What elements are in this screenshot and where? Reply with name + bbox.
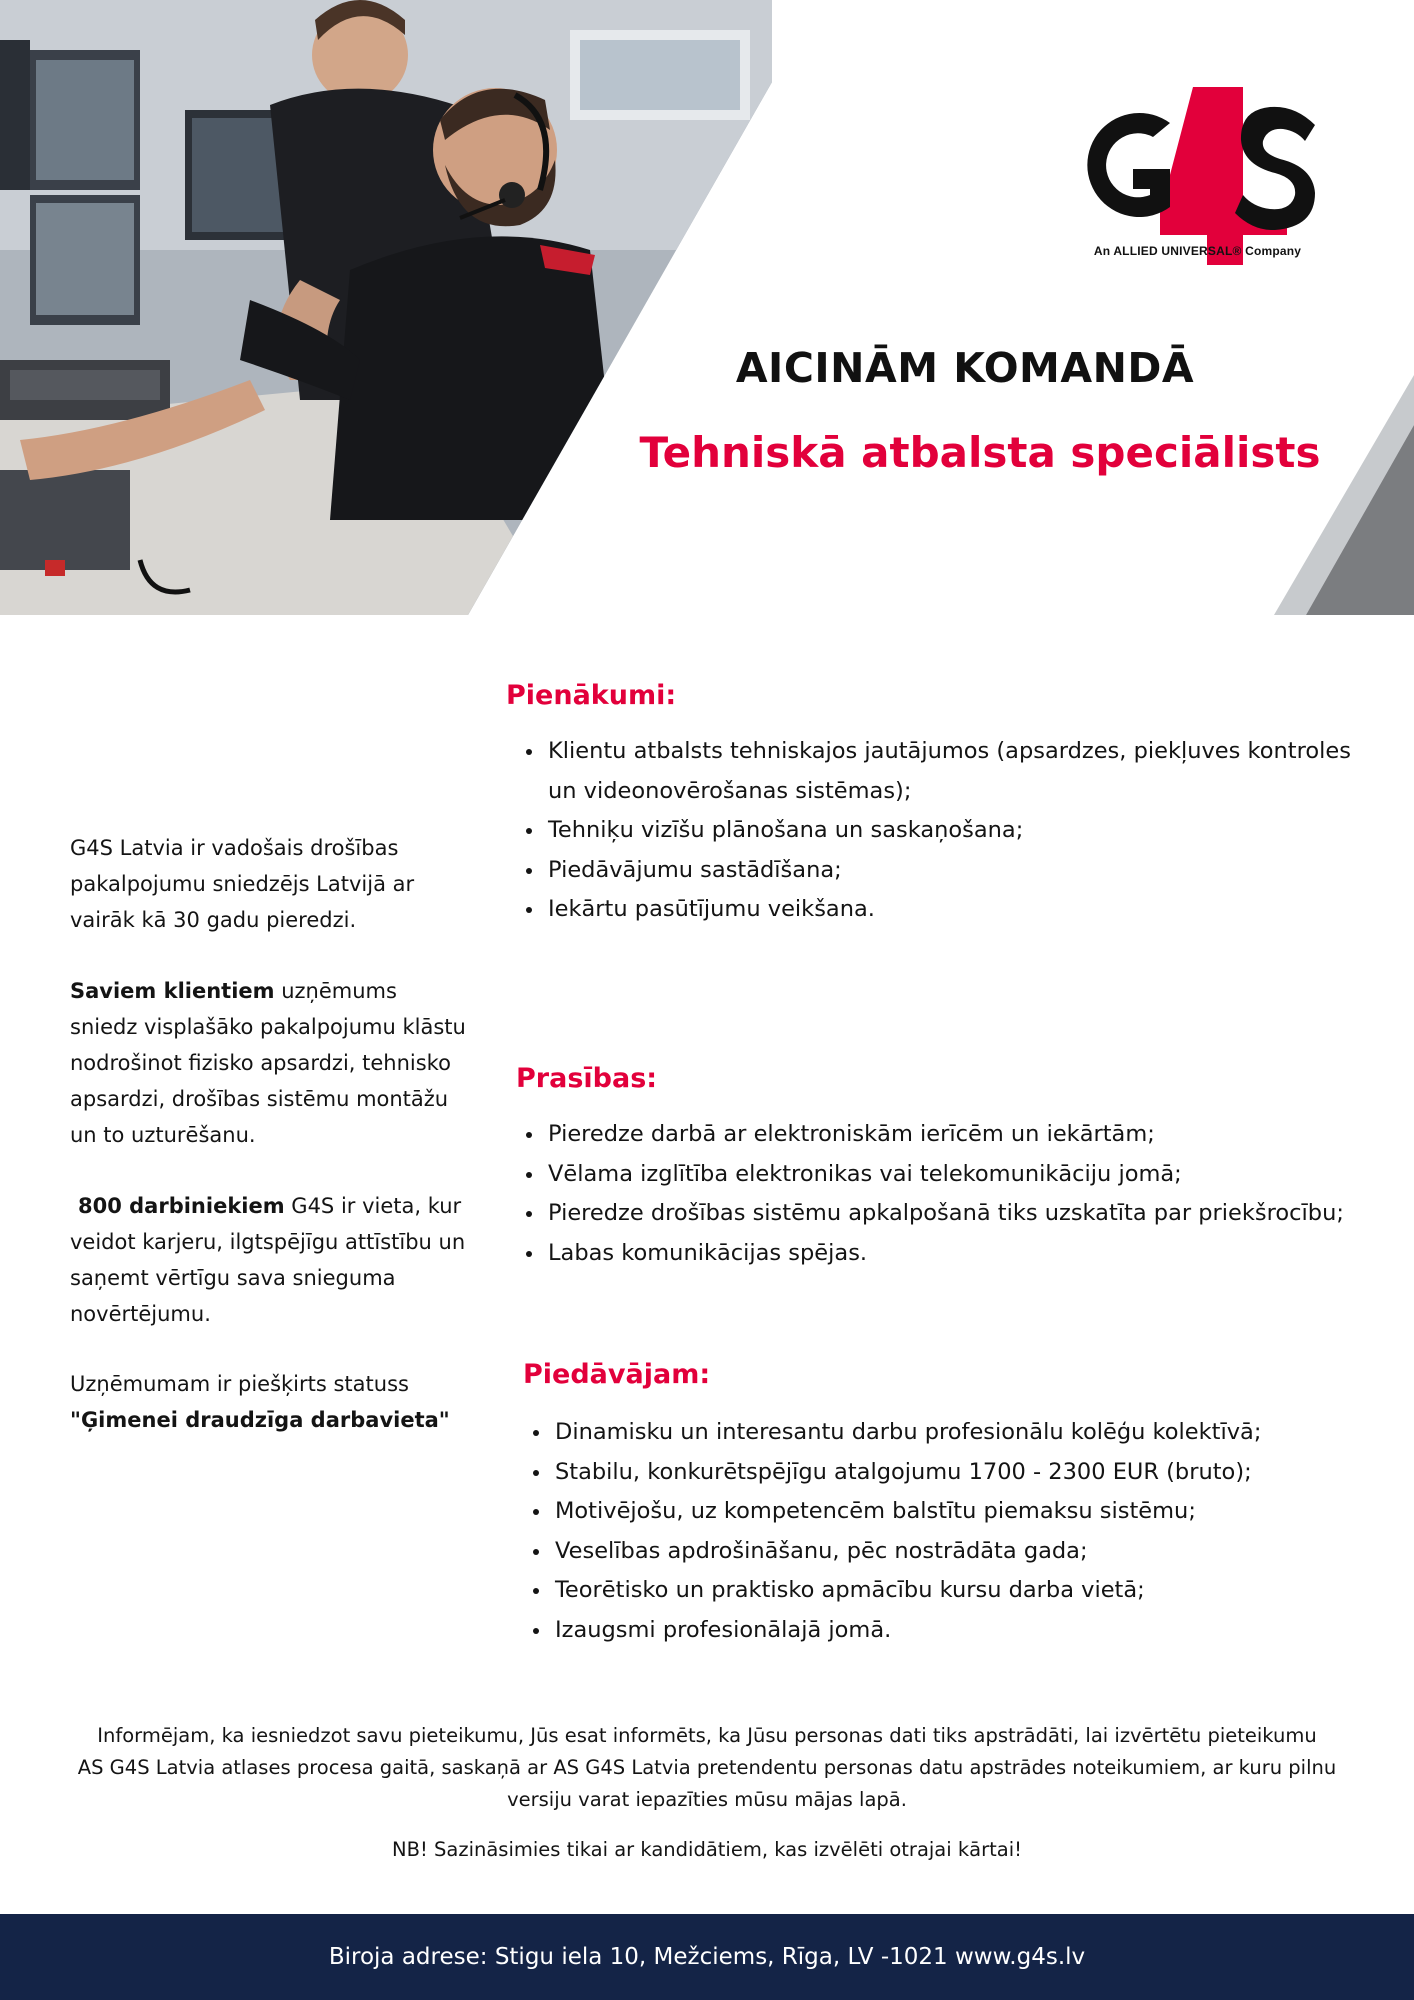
about-status-text: Uzņēmumam ir piešķirts statuss: [70, 1372, 409, 1396]
requirements-item: Labas komunikācijas spējas.: [518, 1234, 1378, 1274]
privacy-notice-line: versiju varat iepazīties mūsu mājas lapā.: [507, 1788, 907, 1811]
logo-s-letter: [1235, 107, 1315, 230]
requirements-list: [518, 1115, 1378, 1273]
headline: AICINĀM KOMANDĀ: [735, 344, 1195, 392]
privacy-notice-line: Informējam, ka iesniedzot savu pieteikumu, Jūs esat informēts, ka Jūsu personas dati tiks apstrādāti, lai izvērtētu pieteikumu: [97, 1724, 1317, 1747]
decorative-stripes: [1274, 375, 1414, 615]
about-employees: [70, 1188, 470, 1332]
duties-title: Pienākumi:: [506, 680, 677, 711]
about-status-bold: "Ģimenei draudzīga darbavieta": [70, 1408, 450, 1432]
offer-item: Veselības apdrošināšanu, pēc nostrādāta gada;: [525, 1532, 1375, 1572]
duties-item: Piedāvājumu sastādīšana;: [518, 851, 1358, 891]
offer-item: Teorētisko un praktisko apmācību kursu darba vietā;: [525, 1571, 1375, 1611]
requirements-item: Vēlama izglītība elektronikas vai telekomunikāciju jomā;: [518, 1155, 1378, 1195]
duties-item: Tehniķu vizīšu plānošana un saskaņošana;: [518, 811, 1358, 851]
offer-title: Piedāvājam:: [523, 1359, 711, 1390]
hero-photo: [0, 0, 772, 615]
about-intro-text: G4S Latvia ir vadošais drošības pakalpojumu sniedzējs Latvijā ar vairāk kā 30 gadu pieredzi.: [70, 836, 415, 932]
about-clients-bold: Saviem klientiem: [70, 979, 275, 1003]
offer-item: Motivējošu, uz kompetencēm balstītu piemaksu sistēmu;: [525, 1492, 1375, 1532]
requirements-item: Pieredze darbā ar elektroniskām ierīcēm un iekārtām;: [518, 1115, 1378, 1155]
about-employees-text: G4S ir vieta, kur veidot karjeru, ilgtspējīgu attīstību un saņemt vērtīgu sava snieguma novērtējumu.: [70, 1194, 466, 1326]
about-intro: [70, 830, 470, 938]
nb-note: NB! Sazināsimies tikai ar kandidātiem, kas izvēlēti otrajai kārtai!: [392, 1838, 1022, 1861]
duties-item: Iekārtu pasūtījumu veikšana.: [518, 890, 1358, 930]
offer-item: Izaugsmi profesionālajā jomā.: [525, 1611, 1375, 1651]
privacy-notice: [40, 1720, 1374, 1816]
requirements-item: Pieredze drošības sistēmu apkalpošanā tiks uzskatīta par priekšrocību;: [518, 1194, 1378, 1234]
offer-list: [525, 1413, 1375, 1650]
about-employees-bold: 800 darbiniekiem: [78, 1194, 285, 1218]
duties-item: Klientu atbalsts tehniskajos jautājumos (apsardzes, piekļuves kontroles un videonovērošanas sistēmas);: [518, 732, 1358, 811]
footer-address: Biroja adrese: Stigu iela 10, Mežciems, Rīga, LV -1021 www.g4s.lv: [328, 1944, 1086, 1970]
control-room-illustration: [0, 0, 772, 615]
logo-tagline: An ALLIED UNIVERSAL® Company: [1093, 244, 1302, 258]
about-clients-text: uzņēmums sniedz visplašāko pakalpojumu klāstu nodrošinot fizisko apsardzi, tehnisko apsardzi, drošības sistēmu montāžu un to uzturēšanu.: [70, 979, 466, 1147]
logo-g-letter: [1087, 113, 1170, 217]
requirements-title: Prasības:: [516, 1063, 658, 1094]
g4s-logo: [1075, 85, 1320, 265]
about-clients: [70, 973, 470, 1153]
footer-bar: [0, 1914, 1414, 2000]
offer-item: Stabilu, konkurētspējīgu atalgojumu 1700 - 2300 EUR (bruto);: [525, 1453, 1375, 1493]
job-title: Tehniskā atbalsta speciālists: [639, 428, 1321, 477]
privacy-notice-line: AS G4S Latvia atlases procesa gaitā, saskaņā ar AS G4S Latvia pretendentu personas datu apstrādes noteikumiem, ar kuru pilnu: [77, 1756, 1337, 1779]
offer-item: Dinamisku un interesantu darbu profesionālu kolēģu kolektīvā;: [525, 1413, 1375, 1453]
about-status: [70, 1366, 470, 1438]
duties-list: [518, 732, 1358, 930]
